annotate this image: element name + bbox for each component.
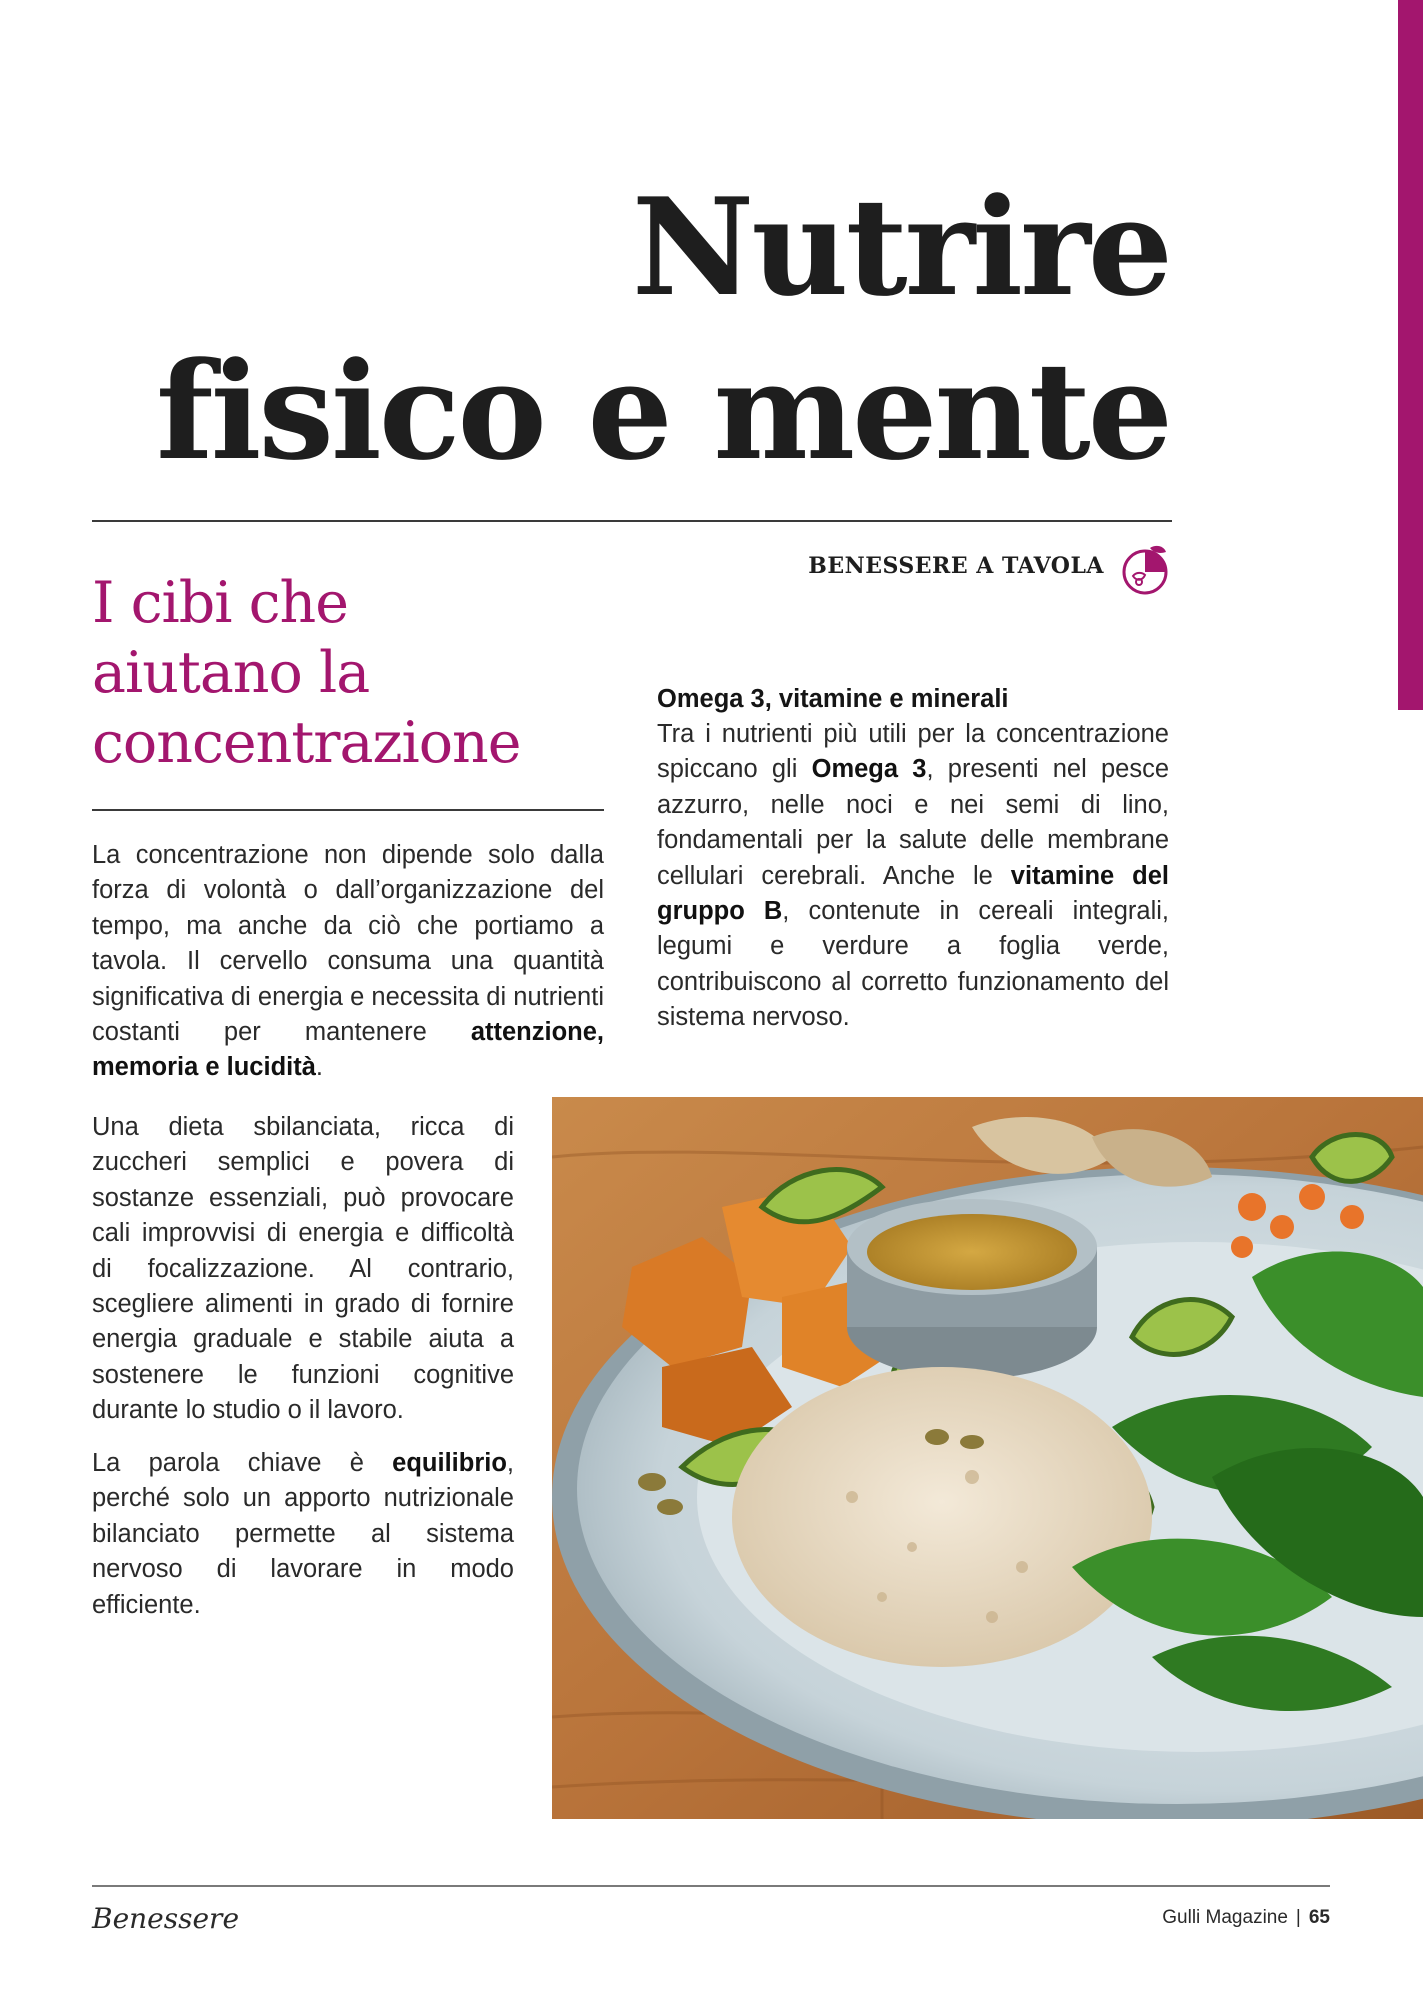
- omega-bold-2: vitamine del gruppo B: [657, 861, 1169, 926]
- title-line-1: Nutrire: [631, 168, 1170, 326]
- omega-text-1: Tra i nutrienti più utili per la concentrazione spiccano gli: [657, 720, 1169, 784]
- food-plate-photo: [552, 1097, 1423, 1819]
- footer-magazine: Gulli Magazine: [1162, 1907, 1288, 1928]
- subtitle-divider: [92, 809, 604, 811]
- intro-text: La concentrazione non dipende solo dalla forza di volontà o dall’organizzazione del tempo, ma anche da ciò che portiamo a tavola. Il cervello consuma una quantità significativa di energia e necessita di nutrienti costanti per mantenere: [92, 841, 604, 1047]
- footer-page-info: [1050, 1907, 1330, 1929]
- balance-bold: equilibrio: [392, 1449, 507, 1477]
- omega-text-3: , contenute in cereali integrali, legumi e verdure a foglia verde, contribuiscono al corretto funzionamento del sistema nervoso.: [657, 897, 1169, 1032]
- footer-section-name: Benessere: [92, 1902, 240, 1935]
- diet-paragraph: Una dieta sbilanciata, ricca di zuccheri semplici e povera di sostanze essenziali, può provocare cali improvvisi di energia e difficoltà di focalizzazione. Al contrario, scegliere alimenti in grado di fornire energia graduale e stabile aiuta a sostenere le funzioni cognitive durante lo studio o il lavoro.: [92, 1113, 514, 1425]
- benessere-badge-icon: [1118, 542, 1174, 598]
- title-divider: [92, 520, 1172, 522]
- footer-separator: |: [1295, 1907, 1301, 1928]
- section-subtitle: [92, 568, 612, 778]
- omega-paragraph: [657, 717, 1169, 1036]
- page-number: 65: [1308, 1907, 1330, 1928]
- balance-paragraph: [92, 1446, 514, 1623]
- footer-divider: [92, 1885, 1330, 1887]
- accent-side-bar: [1398, 0, 1423, 710]
- balance-text: La parola chiave è: [92, 1449, 393, 1477]
- section-label: BENESSERE A TAVOLA: [808, 553, 1104, 579]
- omega-text-2: , presenti nel pesce azzurro, nelle noci e nei semi di lino, fondamentali per la salute delle membrane cellulari cerebrali. Anche le: [657, 755, 1170, 890]
- title-line-2: fisico e mente: [155, 332, 1170, 490]
- subtitle-line-1: I cibi che: [92, 570, 348, 636]
- omega-heading: Omega 3, vitamine e minerali: [657, 685, 1009, 713]
- subtitle-line-3: concentrazione: [92, 710, 521, 776]
- subtitle-line-2: aiutano la: [92, 640, 370, 706]
- page-title: [80, 165, 1170, 493]
- balance-end: , perché solo un apporto nutrizionale bilanciato permette al sistema nervoso di lavorare in modo efficiente.: [92, 1449, 514, 1619]
- intro-end: .: [315, 1053, 324, 1082]
- intro-paragraph: [92, 838, 604, 1086]
- omega-bold-1: Omega 3: [811, 755, 927, 784]
- intro-bold: attenzione, memoria e lucidità: [92, 1018, 604, 1082]
